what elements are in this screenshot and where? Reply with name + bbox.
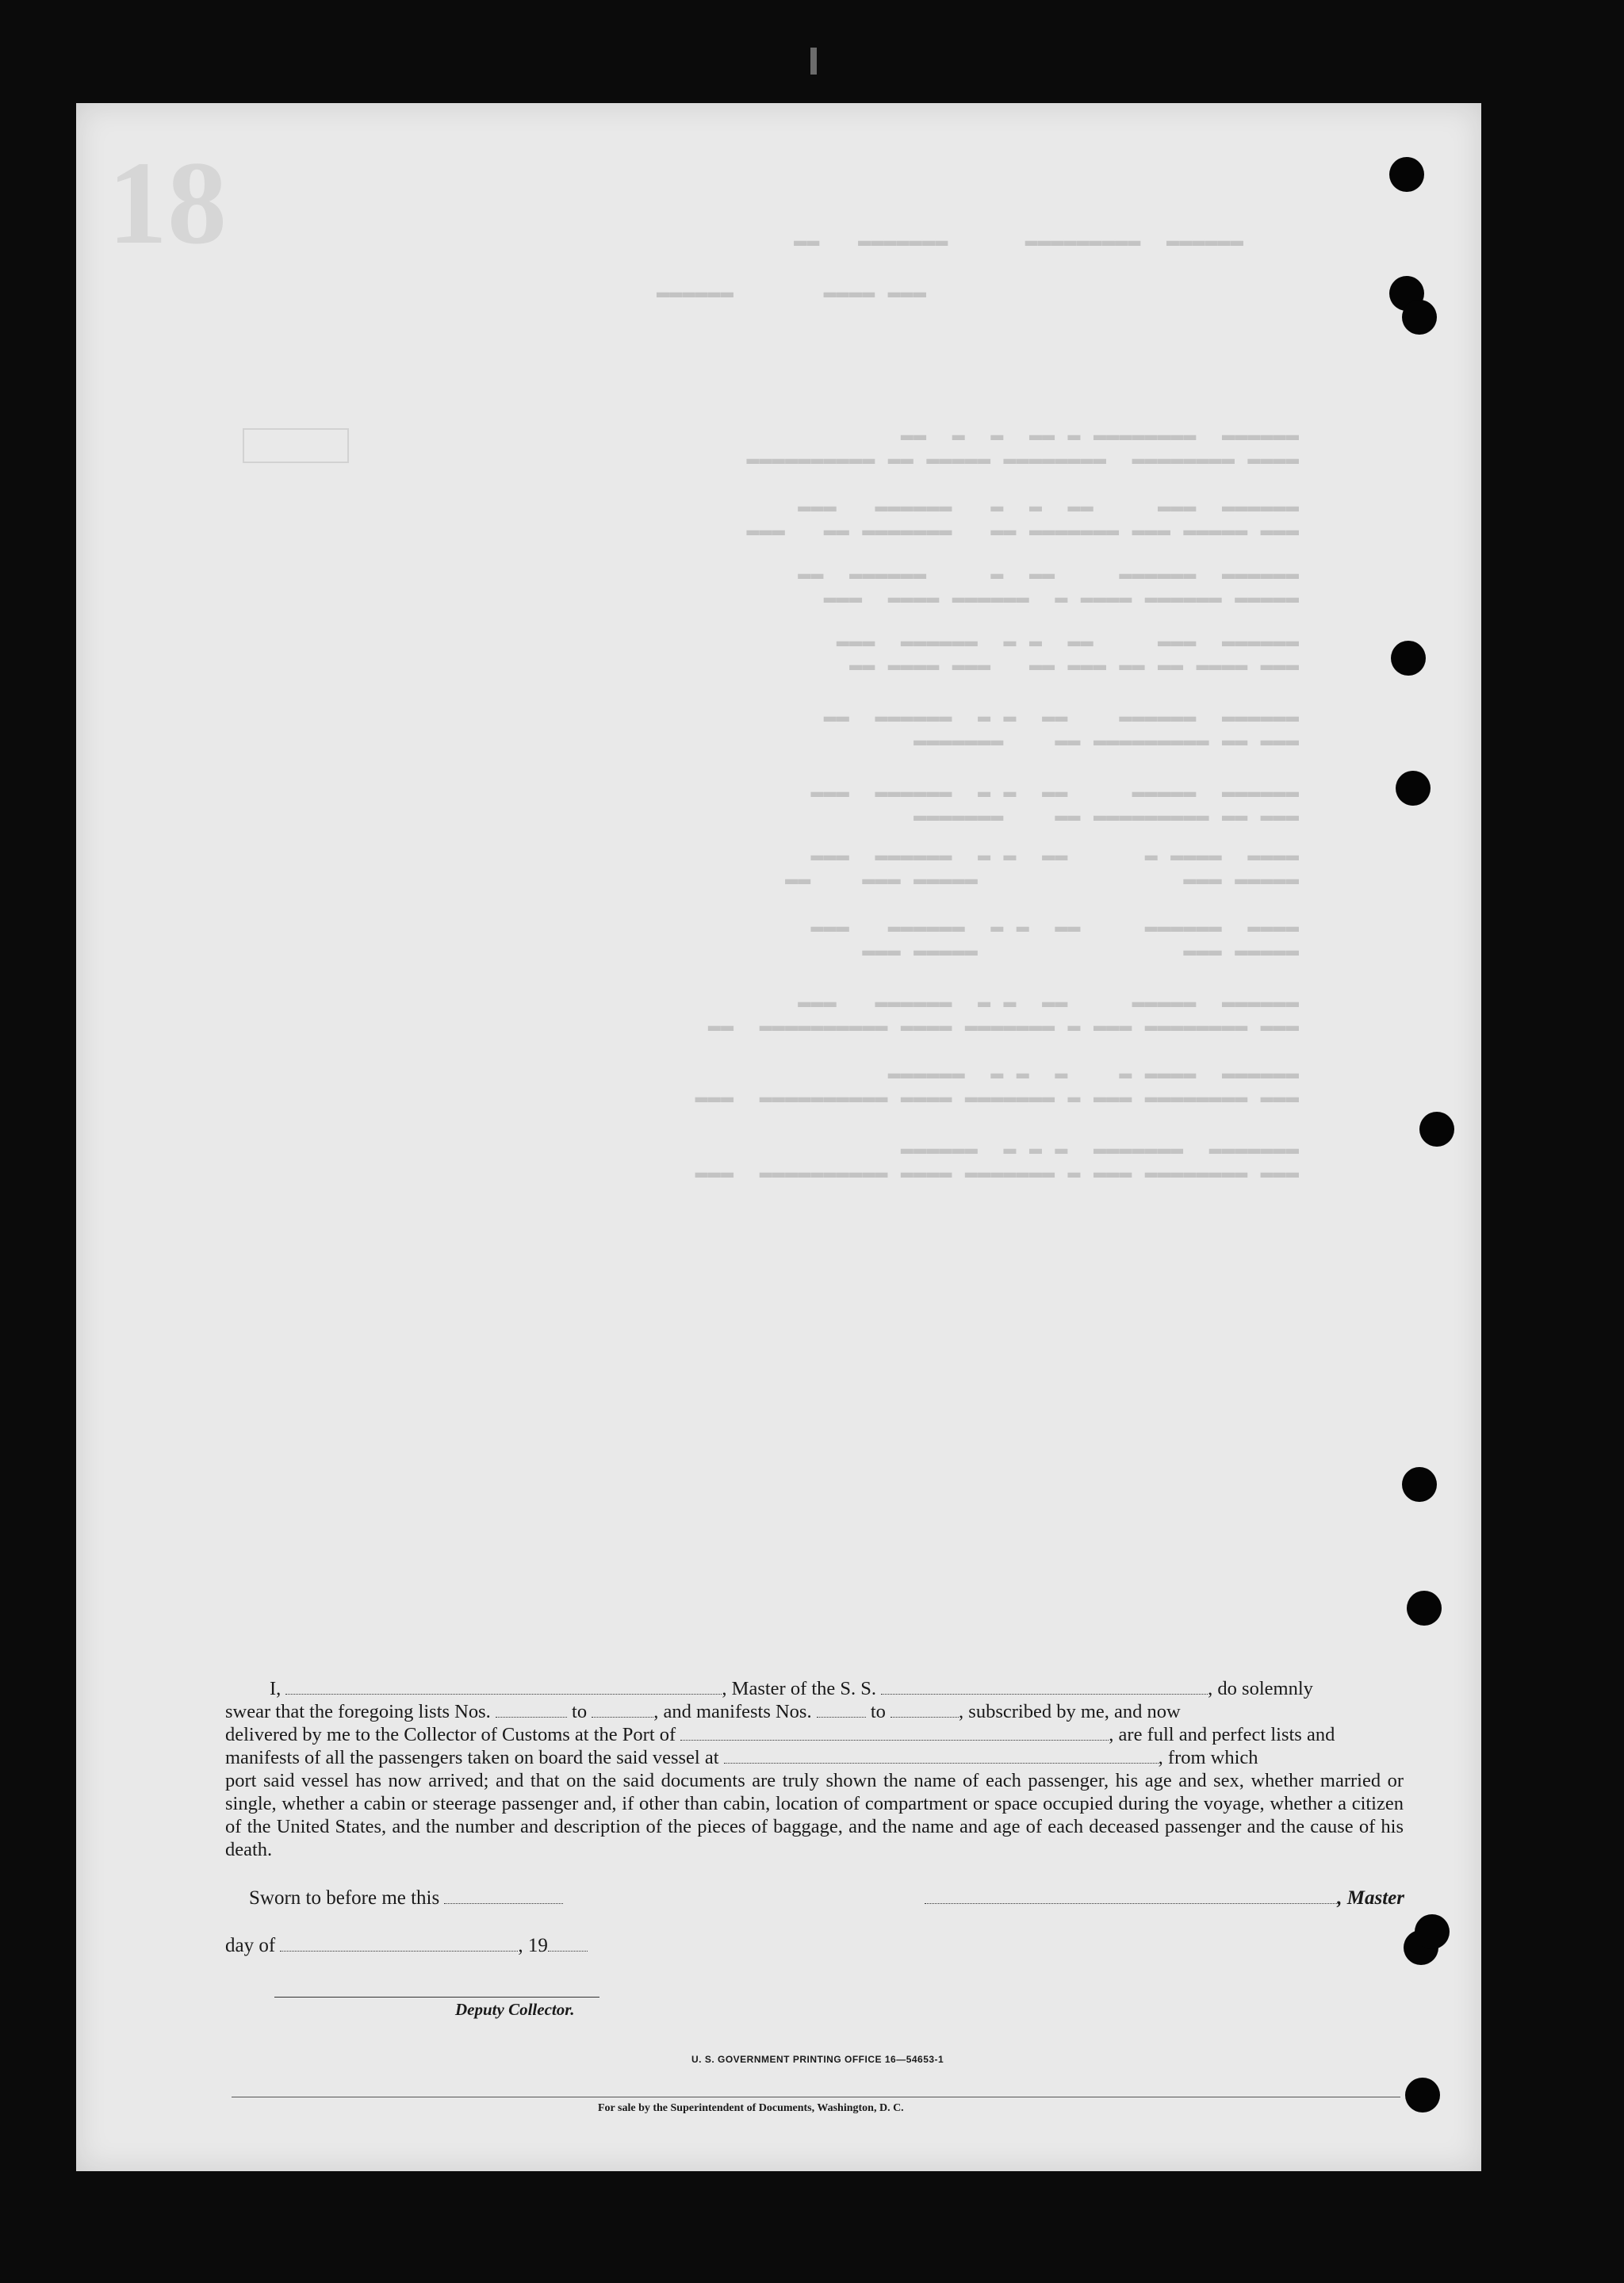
master-signature-line <box>913 1887 1404 1910</box>
punch-hole <box>1407 1591 1442 1626</box>
bleed-through-page-number: 18 <box>108 137 227 269</box>
punch-hole <box>1389 157 1424 192</box>
punch-hole <box>1419 1112 1454 1147</box>
oath-paragraph <box>225 1677 1404 1861</box>
master-signature-blank[interactable] <box>925 1890 1337 1904</box>
oath-line2-to1: to <box>572 1701 588 1722</box>
day-of-line <box>225 1935 588 1957</box>
top-scan-mark <box>810 48 817 75</box>
deputy-signature-rule[interactable] <box>274 1997 599 1998</box>
oath-line1-master: , Master of the S. S. <box>722 1678 877 1699</box>
sworn-label: Sworn to before me this <box>249 1887 440 1909</box>
punch-hole <box>1405 2078 1440 2113</box>
month-blank[interactable] <box>280 1938 518 1952</box>
ship-name-blank[interactable] <box>881 1681 1208 1695</box>
sworn-line <box>249 1887 563 1910</box>
oath-line4-from-which: , from which <box>1158 1747 1258 1768</box>
bleed-through-text: ▬▬▬▬▬▬ ▬▬▬▬▬▬▬▬▬ ▬▬▬▬▬▬▬ ▬▬ ▬▬▬ ▬▬▬▬ ▬▬▬▬▬▬ ▬▬▬▬▬▬ ▬▬▬▬▬▬▬▬ ▬ ▬▬ ▬ ▬ ▬▬ ▬▬▬▬ ▬▬▬▬▬▬▬▬ ▬▬▬▬▬▬▬▬ ▬▬▬▬▬ ▬▬ ▬▬▬▬▬▬▬▬▬▬ ▬▬▬▬▬▬ ▬▬▬ ▬▬ ▬ ▬ ▬▬▬▬▬▬ ▬▬▬ ▬▬▬ ▬▬▬▬▬ ▬▬▬ ▬▬▬▬▬▬▬ ▬▬ ▬▬▬▬▬▬▬ ▬▬ ▬▬▬ ▬▬▬▬▬▬ ▬▬▬▬▬▬ ▬▬ ▬ ▬▬▬▬▬▬ ▬▬ ▬▬▬▬▬ ▬▬▬▬▬▬ ▬▬▬▬ ▬ ▬▬▬▬▬▬ ▬▬▬▬ ▬▬▬ ▬▬▬▬▬▬ ▬▬▬ ▬▬ ▬ ▬ ▬▬▬▬▬▬ ▬▬▬ ▬▬▬ ▬▬▬▬ ▬▬ ▬▬ ▬▬▬ ▬▬ ▬▬▬ ▬▬▬▬ ▬▬ ▬▬▬▬▬▬ ▬▬▬▬▬▬ ▬▬ ▬ ▬ ▬▬▬▬▬▬ ▬▬ ▬▬▬ ▬▬ ▬▬▬▬▬▬▬▬▬ ▬▬ ▬▬▬▬▬▬▬ ▬▬▬▬▬▬ ▬▬▬▬▬ ▬▬ ▬ ▬ ▬▬▬▬▬▬ ▬▬▬ ▬▬▬ ▬▬ ▬▬▬▬▬▬▬▬▬ ▬▬ ▬▬▬▬▬▬▬ ▬▬▬▬ ▬▬▬▬ ▬ ▬▬ ▬ ▬ ▬▬▬▬▬▬ ▬▬▬ ▬▬▬▬▬ ▬▬▬ ▬▬▬▬▬ ▬▬▬ ▬▬ ▬▬▬▬ ▬▬▬▬▬▬ ▬▬ ▬ ▬ ▬▬▬▬▬▬ ▬▬▬ ▬▬▬▬▬ ▬▬▬ ▬▬▬▬▬ ▬▬▬ ▬▬▬▬▬▬ ▬▬▬▬▬ ▬▬ ▬ ▬ ▬▬▬▬▬▬ ▬▬▬ ▬▬▬ ▬▬▬▬▬▬▬▬ ▬▬▬ ▬ ▬▬▬▬▬▬▬ ▬▬▬▬ ▬▬▬▬▬▬▬▬▬▬ ▬▬ ▬▬▬▬▬▬ ▬▬▬▬ ▬ ▬ ▬ ▬ ▬▬▬▬▬▬ ▬▬▬ ▬▬▬▬▬▬▬▬ ▬▬▬ ▬ ▬▬▬▬▬▬▬ ▬▬▬▬ ▬▬▬▬▬▬▬▬▬▬ ▬▬▬ ▬▬▬▬▬▬▬ ▬▬▬▬▬▬▬ ▬ ▬ ▬ ▬▬▬▬▬▬ ▬▬▬ ▬▬▬▬▬▬▬▬ ▬▬▬ ▬ ▬▬▬▬▬▬▬ ▬▬▬▬ ▬▬▬▬▬▬▬▬▬▬ ▬▬▬ <box>656 230 1299 1186</box>
day-of-label: day of <box>225 1935 276 1956</box>
oath-line2-to2: to <box>870 1701 886 1722</box>
deputy-collector-label: Deputy Collector. <box>455 2000 575 2019</box>
punch-hole <box>1415 1914 1450 1949</box>
oath-body: port said vessel has now arrived; and that on the said documents are truly shown the name of each passenger, his age and sex, whether married or single, whether a cabin or steerage passenger and, if other than cabin, location of compartment or space occupied during the voyage, whether a citizen of the United States, and the number and description of the pieces of baggage, and the name and age of each deceased passenger and the cause of his death. <box>225 1770 1404 1860</box>
oath-line3-full: , are full and perfect lists and <box>1109 1724 1335 1745</box>
list-from-blank[interactable] <box>496 1704 567 1718</box>
oath-line1-i: I, <box>270 1678 282 1699</box>
gpo-imprint: U. S. GOVERNMENT PRINTING OFFICE 16—54653-1 <box>691 2054 944 2065</box>
sworn-date-blank[interactable] <box>444 1890 563 1904</box>
master-label: , Master <box>1337 1887 1404 1909</box>
port-of-embarkation-blank[interactable] <box>724 1750 1159 1764</box>
year-label: , 19 <box>518 1935 548 1956</box>
oath-line4-taken: manifests of all the passengers taken on board the said vessel at <box>225 1747 719 1768</box>
oath-line2-lists: swear that the foregoing lists Nos. <box>225 1701 491 1722</box>
list-to-blank[interactable] <box>592 1704 653 1718</box>
master-name-blank[interactable] <box>285 1681 722 1695</box>
oath-line2-subscribed: , subscribed by me, and now <box>959 1701 1181 1722</box>
punch-hole <box>1402 300 1437 335</box>
port-blank[interactable] <box>680 1727 1109 1741</box>
punch-hole <box>1391 641 1426 676</box>
oath-line1-solemnly: , do solemnly <box>1208 1678 1313 1699</box>
punch-hole <box>1402 1467 1437 1502</box>
oath-line2-manifests: , and manifests Nos. <box>653 1701 812 1722</box>
manifest-to-blank[interactable] <box>891 1704 959 1718</box>
punch-hole <box>1396 771 1431 806</box>
for-sale-notice: For sale by the Superintendent of Documents, Washington, D. C. <box>598 2102 904 2114</box>
oath-line3-port: delivered by me to the Collector of Customs at the Port of <box>225 1724 676 1745</box>
year-blank[interactable] <box>548 1938 588 1952</box>
manifest-page <box>76 103 1481 2171</box>
manifest-from-blank[interactable] <box>817 1704 866 1718</box>
